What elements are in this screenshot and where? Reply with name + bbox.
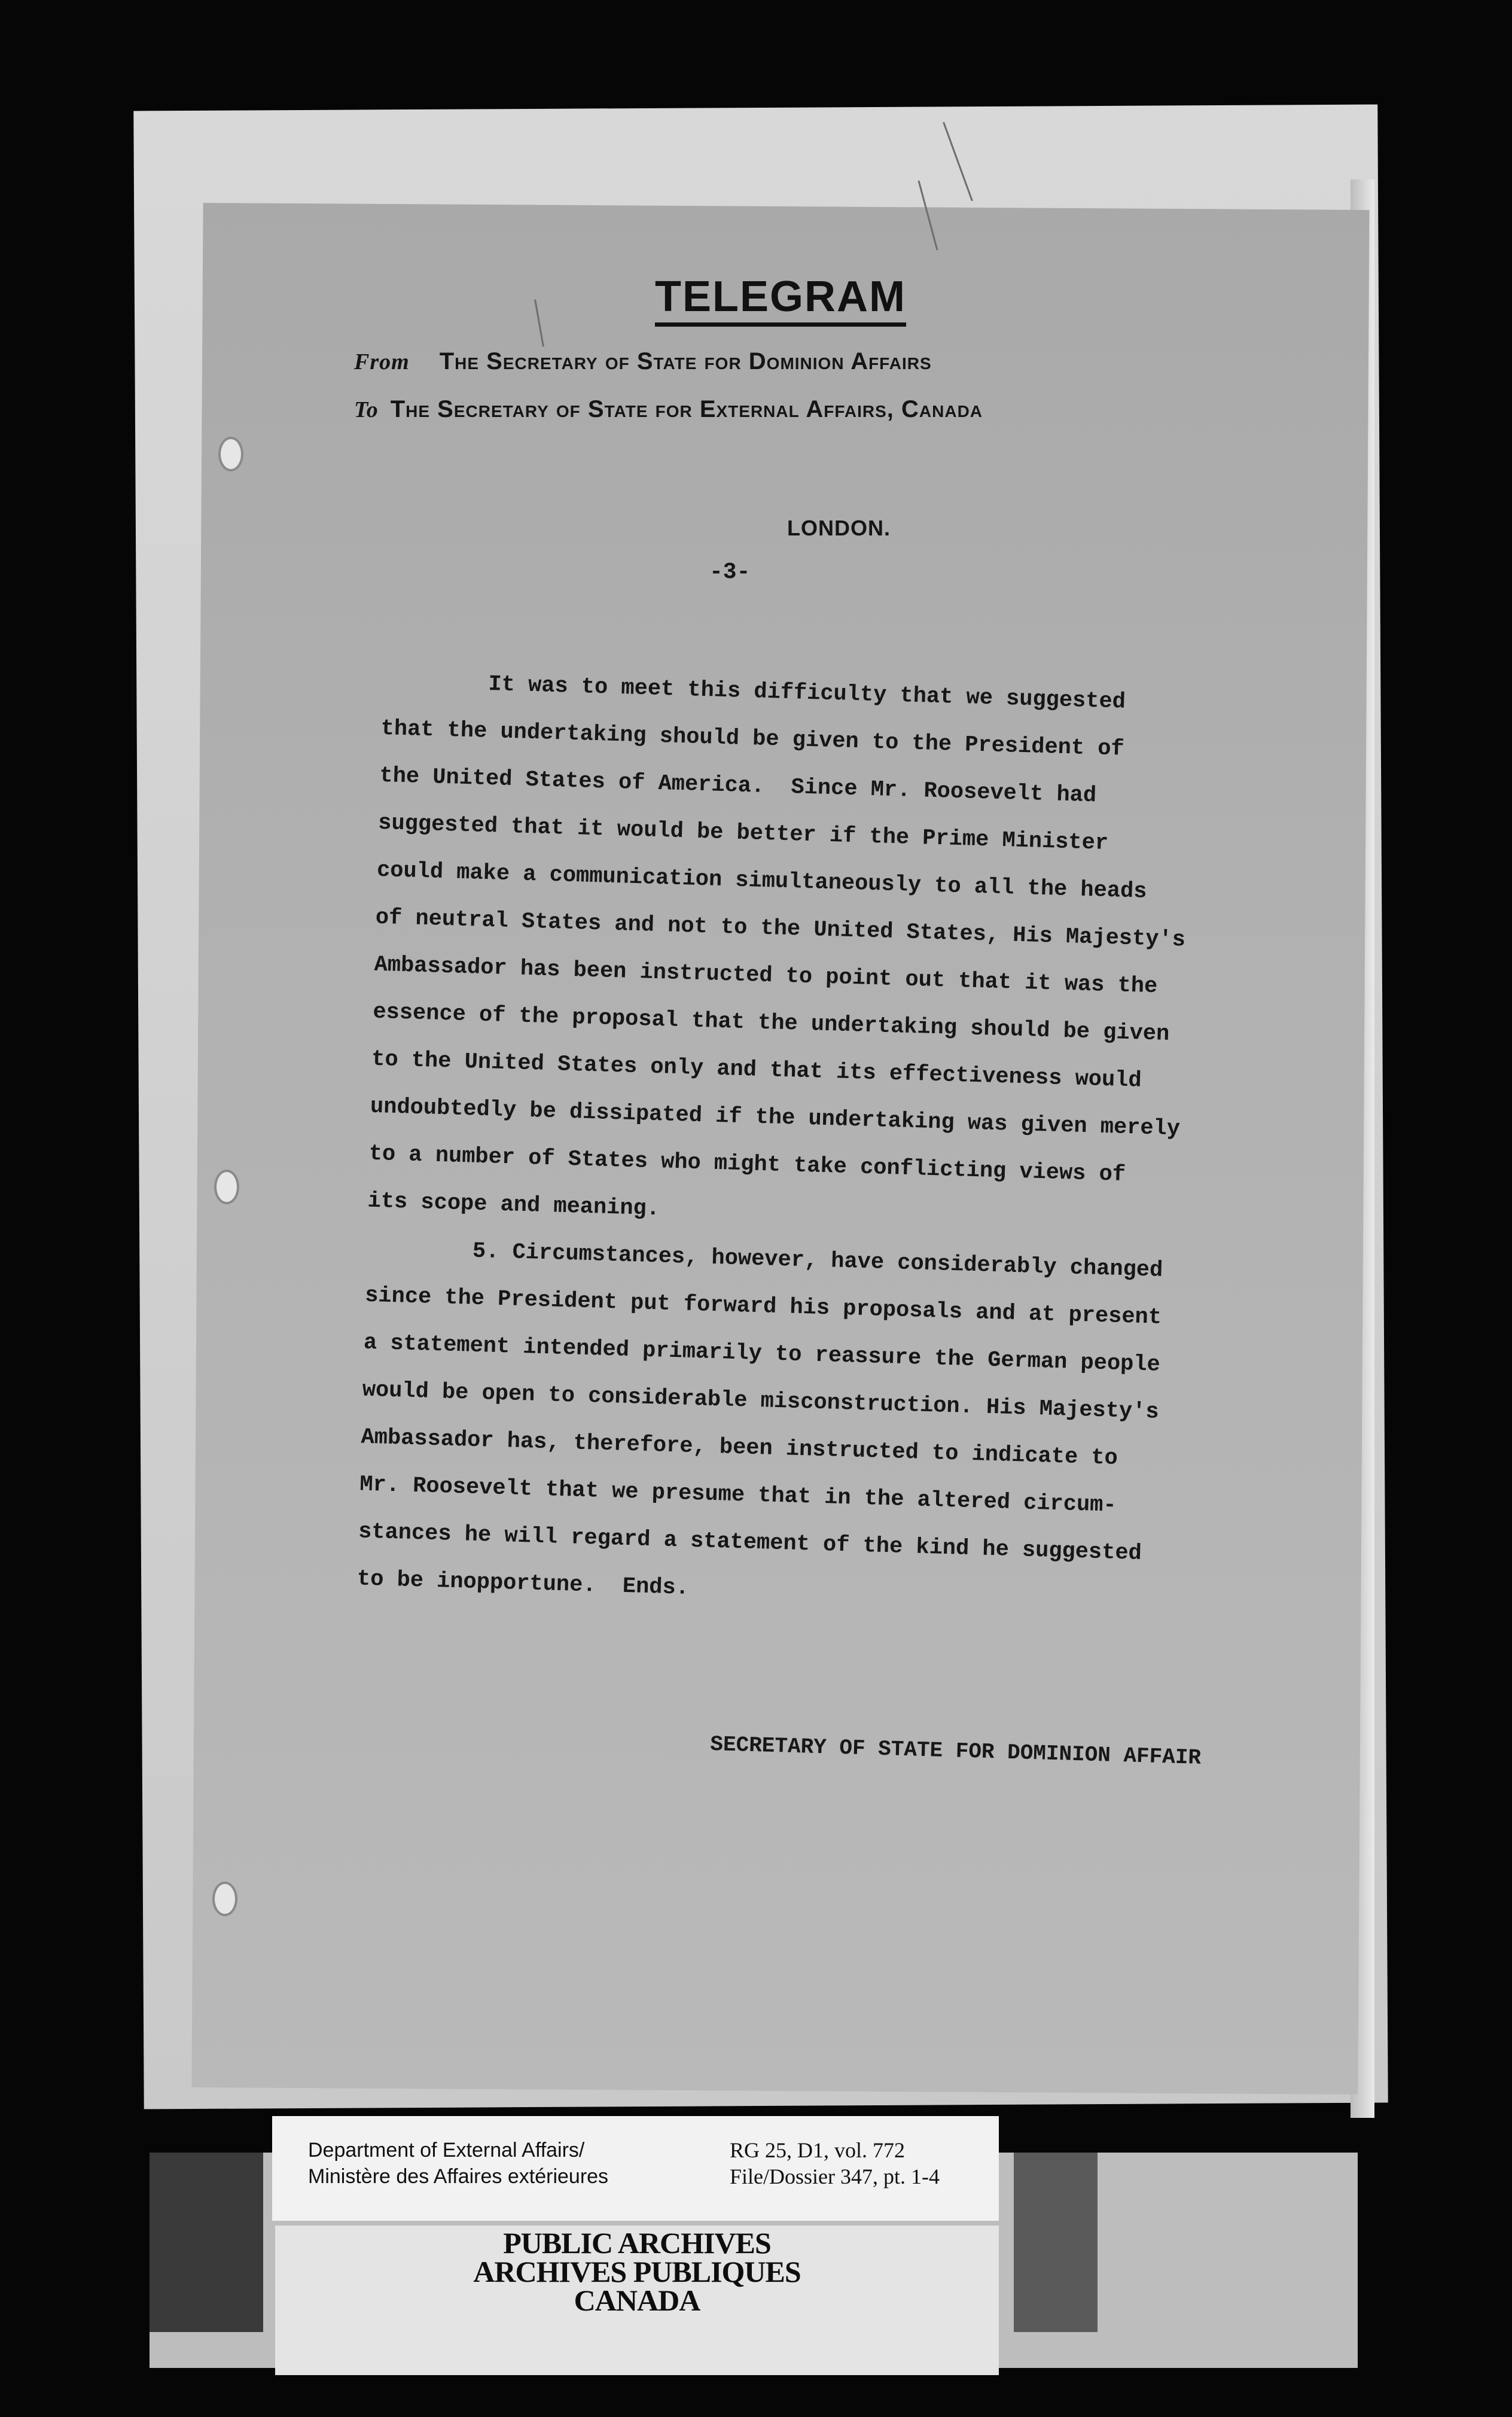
body-line: It was to meet this difficulty that we suggested bbox=[382, 668, 1126, 715]
telegram-title: TELEGRAM bbox=[655, 272, 906, 327]
reference-line-1: RG 25, D1, vol. 772 bbox=[730, 2138, 906, 2162]
to-value: The Secretary of State for External Affairs, Canada bbox=[390, 396, 983, 422]
body-line: since the President put forward his proposals and at present bbox=[364, 1283, 1162, 1331]
department-en: Department of External Affairs/ bbox=[308, 2139, 585, 2162]
page-number: -3- bbox=[709, 559, 751, 585]
body-line: to a number of States who might take conflicting views of bbox=[368, 1141, 1126, 1188]
punch-hole-icon bbox=[212, 1882, 237, 1916]
body-line: to be inopportune. Ends. bbox=[356, 1566, 690, 1601]
body-line: to the United States only and that its effectiveness would bbox=[371, 1046, 1142, 1094]
body-line: a statement intended primarily to reassure the German people bbox=[363, 1330, 1161, 1378]
body-line: its scope and meaning. bbox=[367, 1188, 660, 1222]
body-line: would be open to considerable misconstruction. His Majesty's bbox=[362, 1377, 1160, 1425]
punch-hole-icon bbox=[214, 1170, 239, 1204]
body-line: essence of the proposal that the undertaking should be given bbox=[372, 999, 1170, 1047]
body-line: that the undertaking should be given to the President of bbox=[380, 716, 1125, 762]
body-line: the United States of America. Since Mr. Roosevelt had bbox=[379, 763, 1097, 809]
archive-reference bbox=[730, 2137, 940, 2190]
department-fr: Ministère des Affaires extérieures bbox=[308, 2165, 609, 2188]
archive-name bbox=[275, 2226, 999, 2317]
signature-line: SECRETARY OF STATE FOR DOMINION AFFAIR bbox=[709, 1732, 1202, 1770]
body-line: Ambassador has, therefore, been instructed to indicate to bbox=[361, 1424, 1118, 1471]
body-line: 5. Circumstances, however, have considerably changed bbox=[365, 1235, 1163, 1283]
body-line: stances he will regard a statement of the kind he suggested bbox=[358, 1519, 1142, 1566]
from-line bbox=[354, 348, 932, 375]
archive-name-fr: ARCHIVES PUBLIQUES bbox=[473, 2255, 801, 2288]
body-line: could make a communication simultaneously to all the heads bbox=[376, 857, 1147, 905]
from-value: The Secretary of State for Dominion Affairs bbox=[439, 348, 932, 375]
archive-label-tab-left bbox=[150, 2153, 263, 2332]
to-line bbox=[354, 396, 983, 423]
archive-name-en: PUBLIC ARCHIVES bbox=[503, 2226, 771, 2260]
body-line: of neutral States and not to the United States, His Majesty's bbox=[375, 905, 1186, 953]
from-label: From bbox=[354, 349, 410, 375]
body-line: Ambassador has been instructed to point out that it was the bbox=[374, 952, 1158, 1000]
body-line: undoubtedly be dissipated if the undertaking was given merely bbox=[370, 1094, 1181, 1142]
place-of-origin: LONDON. bbox=[787, 516, 891, 540]
reference-line-2: File/Dossier 347, pt. 1-4 bbox=[730, 2165, 940, 2188]
punch-hole-icon bbox=[218, 437, 243, 471]
archive-department bbox=[308, 2137, 608, 2190]
to-label: To bbox=[354, 397, 379, 422]
archive-name-country: CANADA bbox=[574, 2284, 700, 2317]
archive-label-tab-right bbox=[1014, 2153, 1098, 2332]
telegram-body bbox=[356, 658, 1316, 1629]
body-line: suggested that it would be better if the Prime Minister bbox=[377, 810, 1109, 856]
body-line: Mr. Roosevelt that we presume that in the altered circum- bbox=[359, 1472, 1117, 1518]
